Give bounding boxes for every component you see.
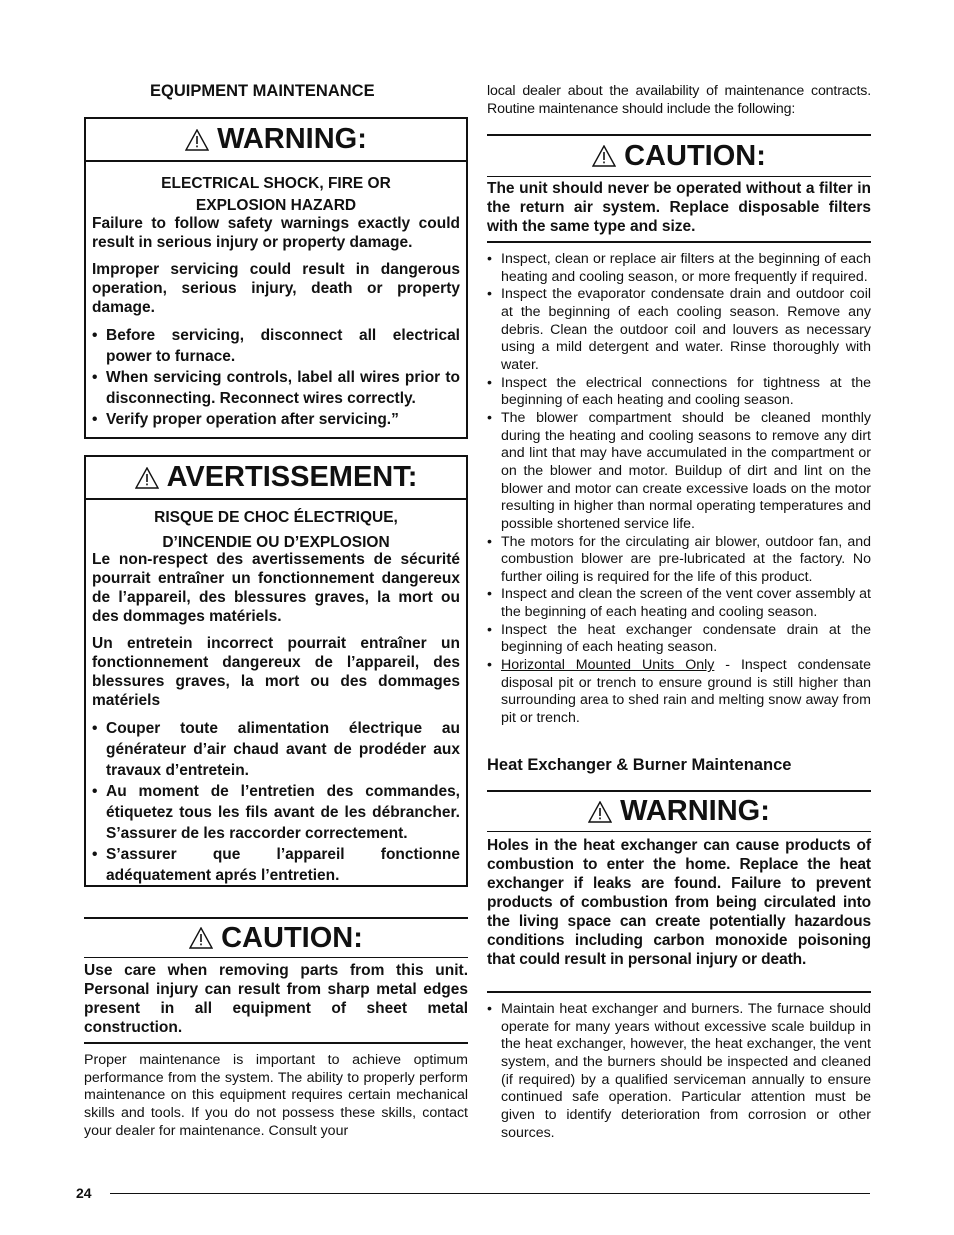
- maintenance-bullet: • Inspect the heat exchanger condensate drain at the beginning of each heating season.: [487, 622, 871, 657]
- heat-exchanger-bullet: • Maintain heat exchanger and burners. The furnace should operate for many years without excessive scale buildup in the heat exchanger, however, the heat exchanger, the vent system, and the burners should be inspected and cleaned (if required) by a qualified serviceman annually to ensure continued safe operation. Particular attention must be given to identify deterioration from corrosion or other sources.: [487, 1001, 871, 1142]
- heat-exchanger-section-title: Heat Exchanger & Burner Maintenance: [487, 756, 792, 774]
- caution-triangle-icon: [592, 145, 616, 167]
- warning-bullet: • When servicing controls, label all wires prior to disconnecting. Reconnect wires correctly.: [92, 367, 460, 409]
- warning-header-right: [487, 790, 871, 832]
- maintenance-bullet: • Inspect the evaporator condensate drain and outdoor coil at the beginning of each cooling season. Remove any debris. Clean the outdoor coil and louvers as necessary using a mild detergent and water. Rinse thoroughly with water.: [487, 286, 871, 374]
- maintenance-bullet: • Inspect and clean the screen of the vent cover assembly at the beginning of each heating and cooling season.: [487, 586, 871, 621]
- avertissement-bullet-list: [92, 718, 460, 886]
- caution-bottom-rule-left: [84, 1042, 468, 1044]
- avertissement-bullet: • Au moment de l’entretien des commandes, étiquetez tous les fils avant de les débrancher. S’assurer de les raccorder correctement.: [92, 781, 460, 844]
- avertissement-bullet: • S’assurer que l’appareil fonctionne adéquatement aprés l’entretien.: [92, 844, 460, 886]
- heat-exchanger-bullet-list: [487, 1001, 871, 1142]
- caution-title: CAUTION:: [624, 139, 766, 172]
- page-number: 24: [76, 1185, 92, 1201]
- caution-text-left: Use care when removing parts from this unit. Personal injury can result from sharp metal edges present in all equipment of sheet metal construction.: [84, 962, 468, 1036]
- warning-subhead-2: EXPLOSION HAZARD: [195, 197, 357, 214]
- horizontal-units-label: Horizontal Mounted Units Only: [501, 657, 715, 674]
- maintenance-bullet: • The blower compartment should be cleaned monthly during the heating and cooling seasons to remove any dirt and lint that may have accumulated in the compartment or on the blower and motor. Buildup of dirt and lint on the blower and motor can create excessive loads on the motor resulting in higher than normal operating temperatures and possible shortened service life.: [487, 410, 871, 534]
- warning-bullet: • Verify proper operation after servicing.”: [92, 409, 460, 430]
- warning-title: WARNING:: [620, 795, 770, 827]
- avertissement-bullet: • Couper toute alimentation électrique au générateur d’air chaud avant de prodéder aux travaux d’entretein.: [92, 718, 460, 781]
- horizontal-units-text: - Inspect condensate disposal pit or trench to ensure ground is still higher than surrounding area to shed rain and melting snow away from pit or trench.: [501, 657, 871, 727]
- avertissement-title: AVERTISSEMENT:: [166, 461, 418, 493]
- warning-bullet: • Before servicing, disconnect all electrical power to furnace.: [92, 325, 460, 367]
- maintenance-body-text: Proper maintenance is important to achieve optimum performance from the system. The ability to properly perform maintenance on this equipment requires certain mechanical skills and tools. If you do not possess these skills, contact your dealer for maintenance. Consult your: [84, 1052, 468, 1139]
- maintenance-bullet: • Inspect, clean or replace air filters at the beginning of each heating and cooling season, or more frequently if required.: [487, 251, 871, 286]
- maintenance-bullet: • The motors for the circulating air blower, outdoor fan, and combustion blower are pre-lubricated at the factory. No further oiling is required for the life of this product.: [487, 534, 871, 587]
- caution-header-left: [84, 917, 468, 958]
- avertissement-para-1: Le non-respect des avertissements de sécurité pourrait entraîner un fonctionnement dangereux de l’appareil, des blessures graves, la mort ou des dommages matériels.: [92, 551, 460, 625]
- warning-triangle-icon: [185, 129, 209, 151]
- warning-text-right: Holes in the heat exchanger can cause products of combustion to enter the home. Replace the heat exchanger if leaks are found. Failure to prevent products of combustion from being circulated into the living space can create potentially hazardous conditions including carbon monoxide poisoning that could result in personal injury or death.: [487, 837, 871, 968]
- section-title-equipment-maintenance: EQUIPMENT MAINTENANCE: [150, 82, 375, 100]
- warning-bullet-list: [92, 325, 460, 430]
- caution-bottom-rule-right: [487, 241, 871, 243]
- warning-box: [84, 117, 468, 439]
- warning-para-2: Improper servicing could result in dangerous operation, serious injury, death or property damage.: [92, 261, 460, 316]
- avertissement-para-2: Un entretein incorrect pourrait entraîner un fonctionnement dangereux de l’appareil, des blessures graves, la mort ou des dommages matériels: [92, 635, 460, 709]
- warning-header: [86, 119, 466, 162]
- caution-text-right: The unit should never be operated without a filter in the return air system. Replace disposable filters with the same type and size.: [487, 180, 871, 235]
- warning-triangle-icon: [135, 467, 159, 489]
- avertissement-box: [84, 455, 468, 887]
- avertissement-subhead-1: RISQUE DE CHOC ÉLECTRIQUE,: [154, 509, 398, 526]
- caution-header-right: [487, 134, 871, 177]
- warning-title: WARNING:: [217, 123, 367, 155]
- avertissement-header: [86, 457, 466, 500]
- warning-triangle-icon: [588, 801, 612, 823]
- warning-subhead-1: ELECTRICAL SHOCK, FIRE OR: [161, 175, 391, 192]
- caution-triangle-icon: [189, 927, 213, 949]
- maintenance-bullet-list: [487, 251, 871, 728]
- warning-bottom-rule-right: [487, 991, 871, 993]
- warning-para-1: Failure to follow safety warnings exactly could result in serious injury or property damage.: [92, 215, 460, 251]
- maintenance-bullet: • Inspect the electrical connections for tightness at the beginning of each heating and cooling season.: [487, 375, 871, 410]
- footer-rule: [110, 1193, 870, 1194]
- avertissement-subhead-2: D’INCENDIE OU D’EXPLOSION: [162, 534, 390, 551]
- caution-title: CAUTION:: [221, 921, 363, 954]
- maintenance-bullet-horizontal-units: [487, 657, 871, 728]
- intro-text-right: local dealer about the availability of maintenance contracts. Routine maintenance should include the following:: [487, 83, 871, 117]
